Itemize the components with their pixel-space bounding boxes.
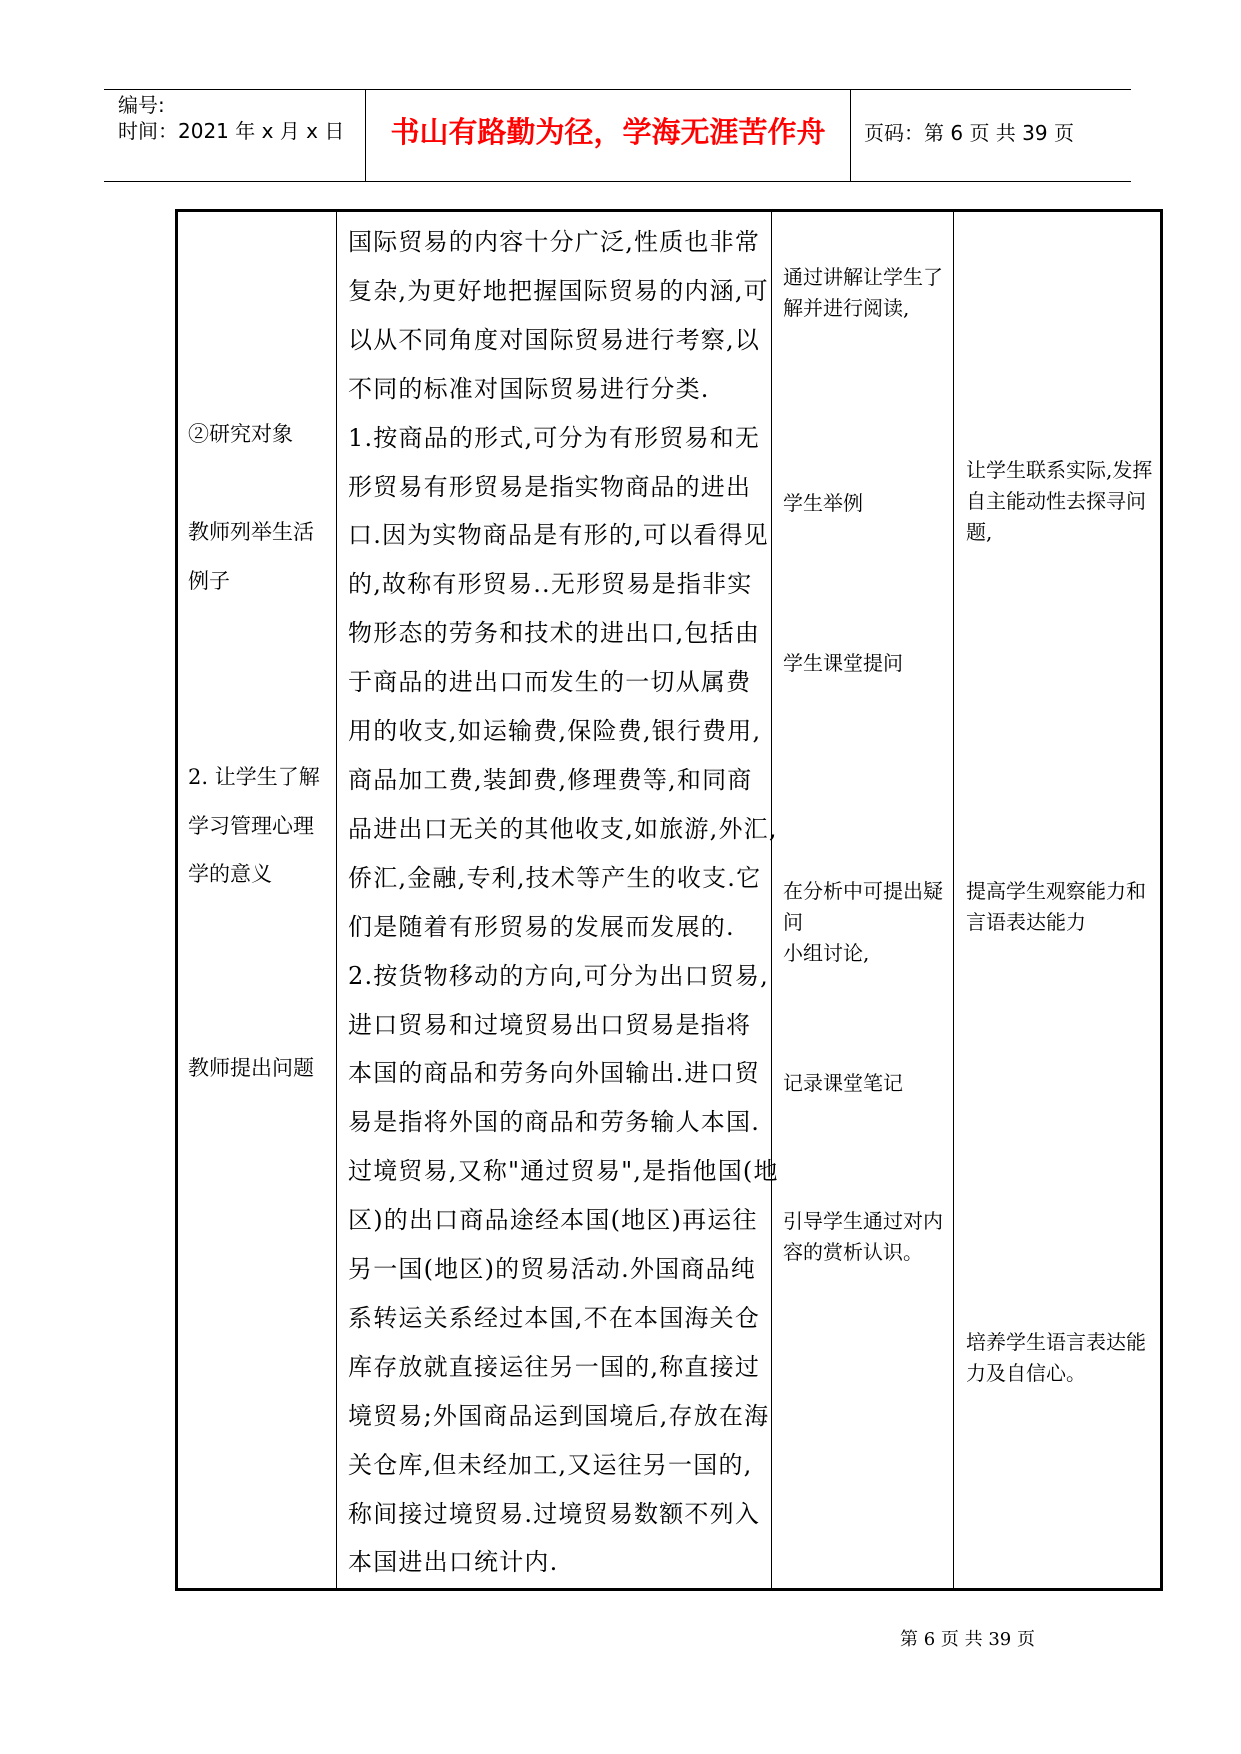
content-line: 物形态的劳务和技术的进出口,包括由 — [348, 619, 761, 648]
content-line: 们是随着有形贸易的发展而发展的. — [348, 912, 735, 941]
activity-text: 学生课堂提问 — [783, 651, 903, 675]
activity-text: 通过讲解让学生了解并进行阅读, — [783, 265, 943, 320]
table-column-divider — [336, 212, 337, 1588]
header-motto: 书山有路勤为径，学海无涯苦作舟 — [390, 115, 826, 149]
content-line: 商品加工费,装卸费,修理费等,和同商 — [348, 765, 753, 794]
content-column — [348, 218, 779, 1587]
content-line: 另一国(地区)的贸易活动.外国商品纯 — [348, 1255, 756, 1284]
step-text: 教师提出问题 — [188, 1056, 314, 1080]
content-line: 国际贸易的内容十分广泛,性质也非常 — [348, 228, 761, 256]
content-line: 用的收支,如运输费,保险费,银行费用, — [348, 717, 762, 746]
page-indicator: 页码：第 6 页 共 39 页 — [864, 121, 1074, 145]
content-line: 区)的出口商品途经本国(地区)再运往 — [348, 1206, 758, 1235]
document-number-label: 编号: — [118, 93, 165, 117]
content-line: 本国进出口统计内. — [348, 1548, 559, 1577]
content-line: 以从不同角度对国际贸易进行考察,以 — [348, 325, 761, 354]
step-text: 教师列举生活 — [188, 520, 314, 544]
intent-text: 让学生联系实际,发挥自主能动性去探寻问题, — [966, 458, 1153, 544]
content-line: 关仓库,但未经加工,又运往另一国的, — [348, 1450, 753, 1479]
page-footer: 第 6 页 共 39 页 — [900, 1629, 1035, 1650]
content-line: 于商品的进出口而发生的一切从属费 — [348, 668, 752, 697]
content-line: 称间接过境贸易.过境贸易数额不列入 — [348, 1499, 761, 1528]
content-line: 不同的标准对国际贸易进行分类. — [348, 374, 710, 403]
step-text: ②研究对象 — [188, 422, 293, 446]
content-line: 复杂,为更好地把握国际贸易的内涵,可 — [348, 276, 769, 305]
activity-text: 引导学生通过对内容的赏析认识。 — [783, 1209, 943, 1264]
content-line: 1.按商品的形式,可分为有形贸易和无 — [348, 423, 761, 452]
activity-text: 记录课堂笔记 — [783, 1071, 903, 1095]
intent-text: 培养学生语言表达能力及自信心。 — [966, 1330, 1146, 1385]
activity-text: 学生举例 — [783, 491, 863, 515]
content-line: 的,故称有形贸易..无形贸易是指非实 — [348, 570, 753, 599]
content-line: 品进出口无关的其他收支,如旅游,外汇, — [348, 814, 778, 843]
content-line: 侨汇,金融,专利,技术等产生的收支.它 — [348, 863, 762, 892]
content-line: 过境贸易,又称"通过贸易",是指他国(地 — [348, 1157, 779, 1186]
content-line: 库存放就直接运往另一国的,称直接过 — [348, 1352, 761, 1381]
step-text: 学的意义 — [188, 862, 272, 886]
document-time-label: 时间：2021 年 x 月 x 日 — [118, 119, 345, 143]
header-divider — [850, 89, 851, 181]
header-top-rule — [104, 89, 1131, 90]
step-text: 2. 让学生了解 — [188, 765, 320, 789]
content-line: 口.因为实物商品是有形的,可以看得见 — [348, 521, 769, 550]
activity-text: 小组讨论, — [783, 941, 870, 965]
step-text: 学习管理心理 — [188, 814, 314, 838]
content-line: 2.按货物移动的方向,可分为出口贸易, — [348, 961, 769, 990]
step-text: 例子 — [188, 569, 230, 593]
intent-text: 提高学生观察能力和言语表达能力 — [966, 879, 1146, 934]
header-bottom-rule — [104, 181, 1131, 182]
content-line: 形贸易有形贸易是指实物商品的进出 — [348, 472, 752, 501]
table-column-divider — [771, 212, 772, 1588]
activity-text: 在分析中可提出疑问 — [783, 879, 943, 934]
content-line: 进口贸易和过境贸易出口贸易是指将 — [348, 1010, 752, 1039]
content-line: 本国的商品和劳务向外国输出.进口贸 — [348, 1059, 761, 1088]
content-line: 易是指将外国的商品和劳务输人本国. — [348, 1108, 761, 1137]
content-line: 系转运关系经过本国,不在本国海关仓 — [348, 1303, 761, 1332]
table-column-divider — [953, 212, 954, 1588]
content-line: 境贸易;外国商品运到国境后,存放在海 — [348, 1401, 770, 1430]
